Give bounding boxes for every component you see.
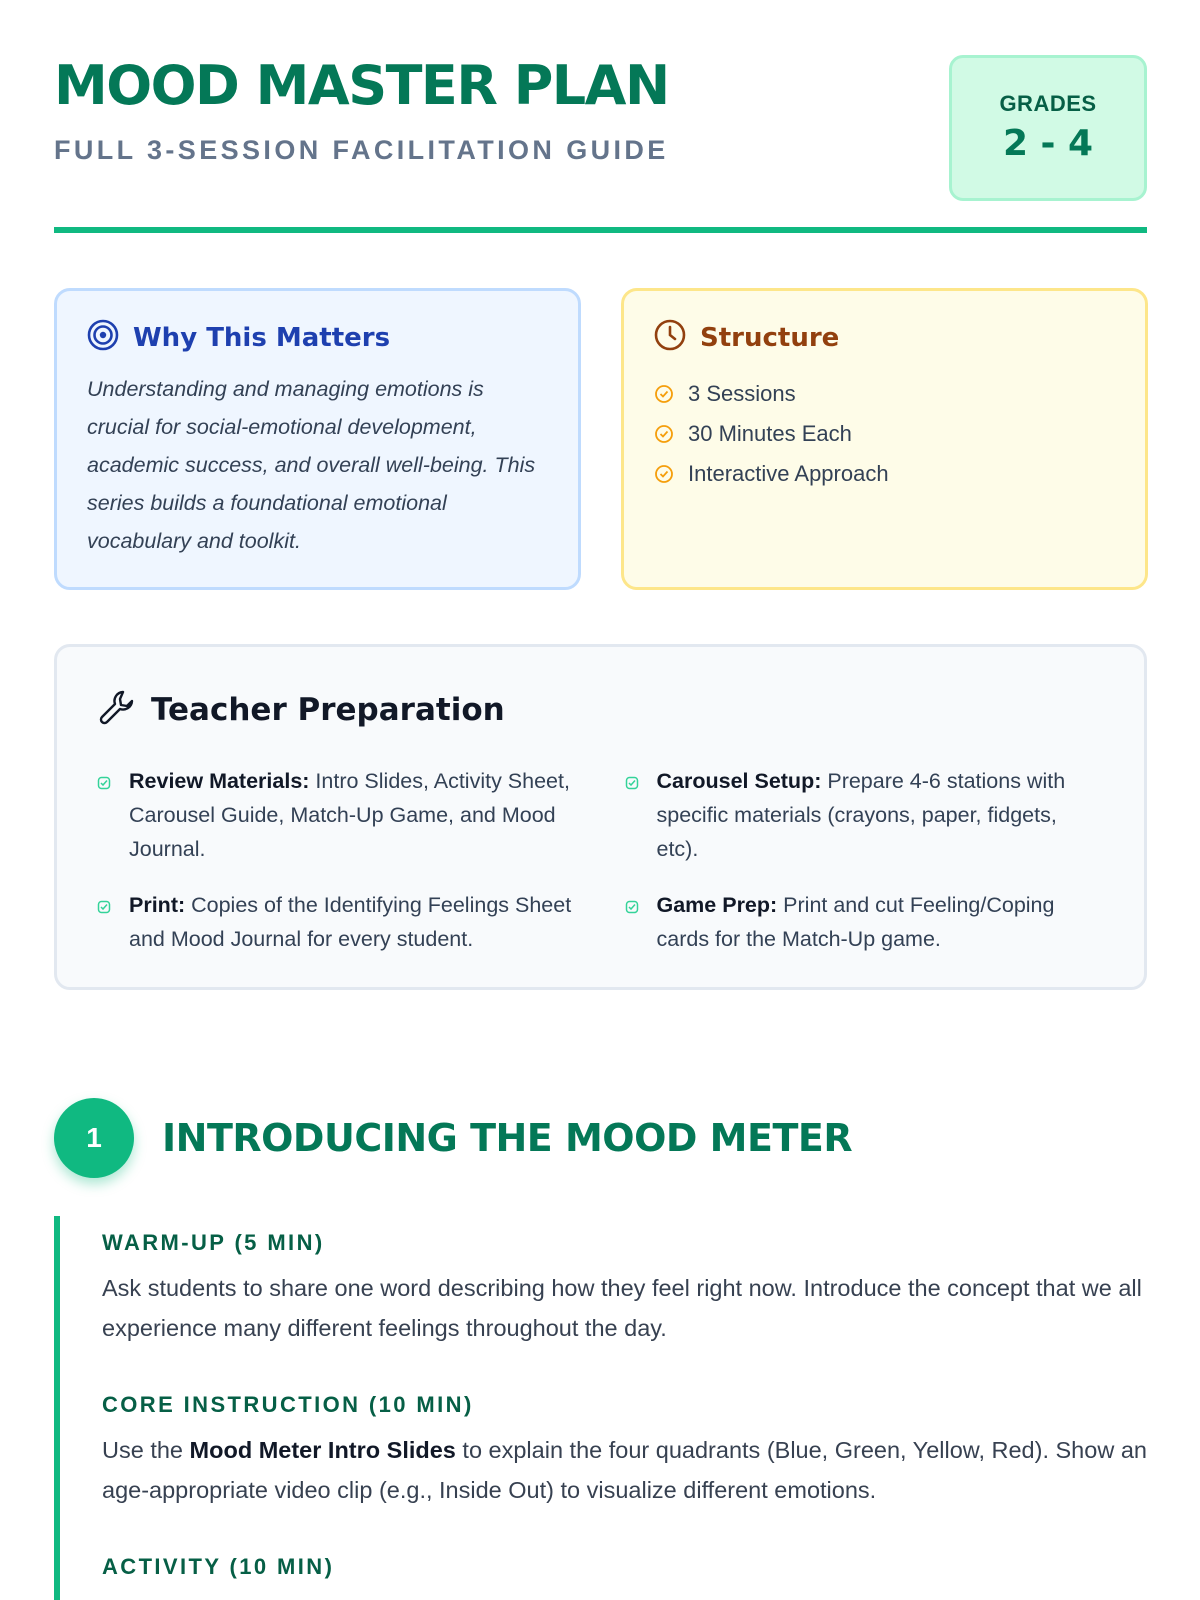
- prep-item-text: Print and cut Feeling/Coping cards for the Match-Up game.: [656, 893, 1055, 951]
- prep-item-label: Game Prep:: [656, 893, 778, 917]
- teacher-preparation-card: [54, 644, 1147, 990]
- document-header: [54, 55, 1147, 235]
- list-item: [654, 454, 1115, 494]
- core-instruction-label: CORE INSTRUCTION (10 MIN): [102, 1392, 474, 1417]
- core-instruction-text: [102, 1430, 1147, 1510]
- wrench-icon: [97, 687, 137, 732]
- grades-value: 2 - 4: [1002, 123, 1094, 164]
- check-circle-icon: [654, 384, 674, 404]
- session-title: INTRODUCING THE MOOD METER: [162, 1116, 853, 1160]
- list-item: [97, 888, 577, 956]
- session-1: [54, 1098, 1147, 1600]
- prep-item-text: Intro Slides, Activity Sheet, Carousel Guide, Match-Up Game, and Mood Journal.: [129, 769, 570, 861]
- structure-title: Structure: [700, 322, 840, 353]
- prep-item-label: Review Materials:: [129, 769, 310, 793]
- header-divider: [54, 227, 1147, 233]
- structure-item: Interactive Approach: [688, 461, 889, 486]
- structure-card: [621, 288, 1148, 590]
- warmup-label: WARM-UP (5 MIN): [102, 1230, 325, 1255]
- checkbox-icon: [97, 900, 111, 914]
- core-text-start: Use the: [102, 1437, 190, 1463]
- checkbox-icon: [625, 776, 639, 790]
- structure-item: 30 Minutes Each: [688, 421, 852, 446]
- list-item: [625, 888, 1105, 956]
- structure-item: 3 Sessions: [688, 381, 796, 406]
- why-this-matters-card: [54, 288, 581, 590]
- check-circle-icon: [654, 424, 674, 444]
- list-item: [654, 374, 1115, 414]
- grades-label: GRADES: [999, 91, 1097, 116]
- check-circle-icon: [654, 464, 674, 484]
- why-title: Why This Matters: [133, 322, 391, 353]
- prep-item-label: Carousel Setup:: [656, 769, 822, 793]
- checkbox-icon: [97, 776, 111, 790]
- structure-list: [654, 374, 1115, 494]
- page-subtitle: FULL 3-SESSION FACILITATION GUIDE: [54, 135, 669, 165]
- session-body: [54, 1216, 1147, 1600]
- list-item: [625, 764, 1105, 866]
- list-item: [654, 414, 1115, 454]
- prep-item-text: Prepare 4-6 stations with specific materials (crayons, paper, fidgets, etc).: [656, 769, 1066, 861]
- why-body: Understanding and managing emotions is crucial for social-emotional development, academic success, and overall well-being. This series builds a foundational emotional vocabulary and toolkit.: [87, 377, 536, 553]
- list-item: [97, 764, 577, 866]
- warmup-text: Ask students to share one word describing how they feel right now. Introduce the concept that we all experience many different feelings throughout the day.: [102, 1275, 1142, 1341]
- prep-item-label: Print:: [129, 893, 186, 917]
- session-number-badge: 1: [54, 1098, 134, 1178]
- checkbox-icon: [625, 900, 639, 914]
- grades-badge: [949, 55, 1147, 201]
- target-icon: [87, 319, 119, 356]
- prep-list: [97, 764, 1104, 956]
- activity-label: ACTIVITY (10 MIN): [102, 1554, 335, 1579]
- clock-icon: [654, 319, 686, 356]
- core-text-bold: Mood Meter Intro Slides: [189, 1437, 456, 1463]
- core-text-end: to explain the four quadrants (Blue, Green, Yellow, Red). Show an age-appropriate video clip (e.g., Inside Out) to visualize different emotions.: [102, 1437, 1147, 1503]
- prep-title: Teacher Preparation: [151, 691, 505, 728]
- page-title: MOOD MASTER PLAN: [54, 54, 669, 117]
- prep-item-text: Copies of the Identifying Feelings Sheet and Mood Journal for every student.: [129, 893, 572, 951]
